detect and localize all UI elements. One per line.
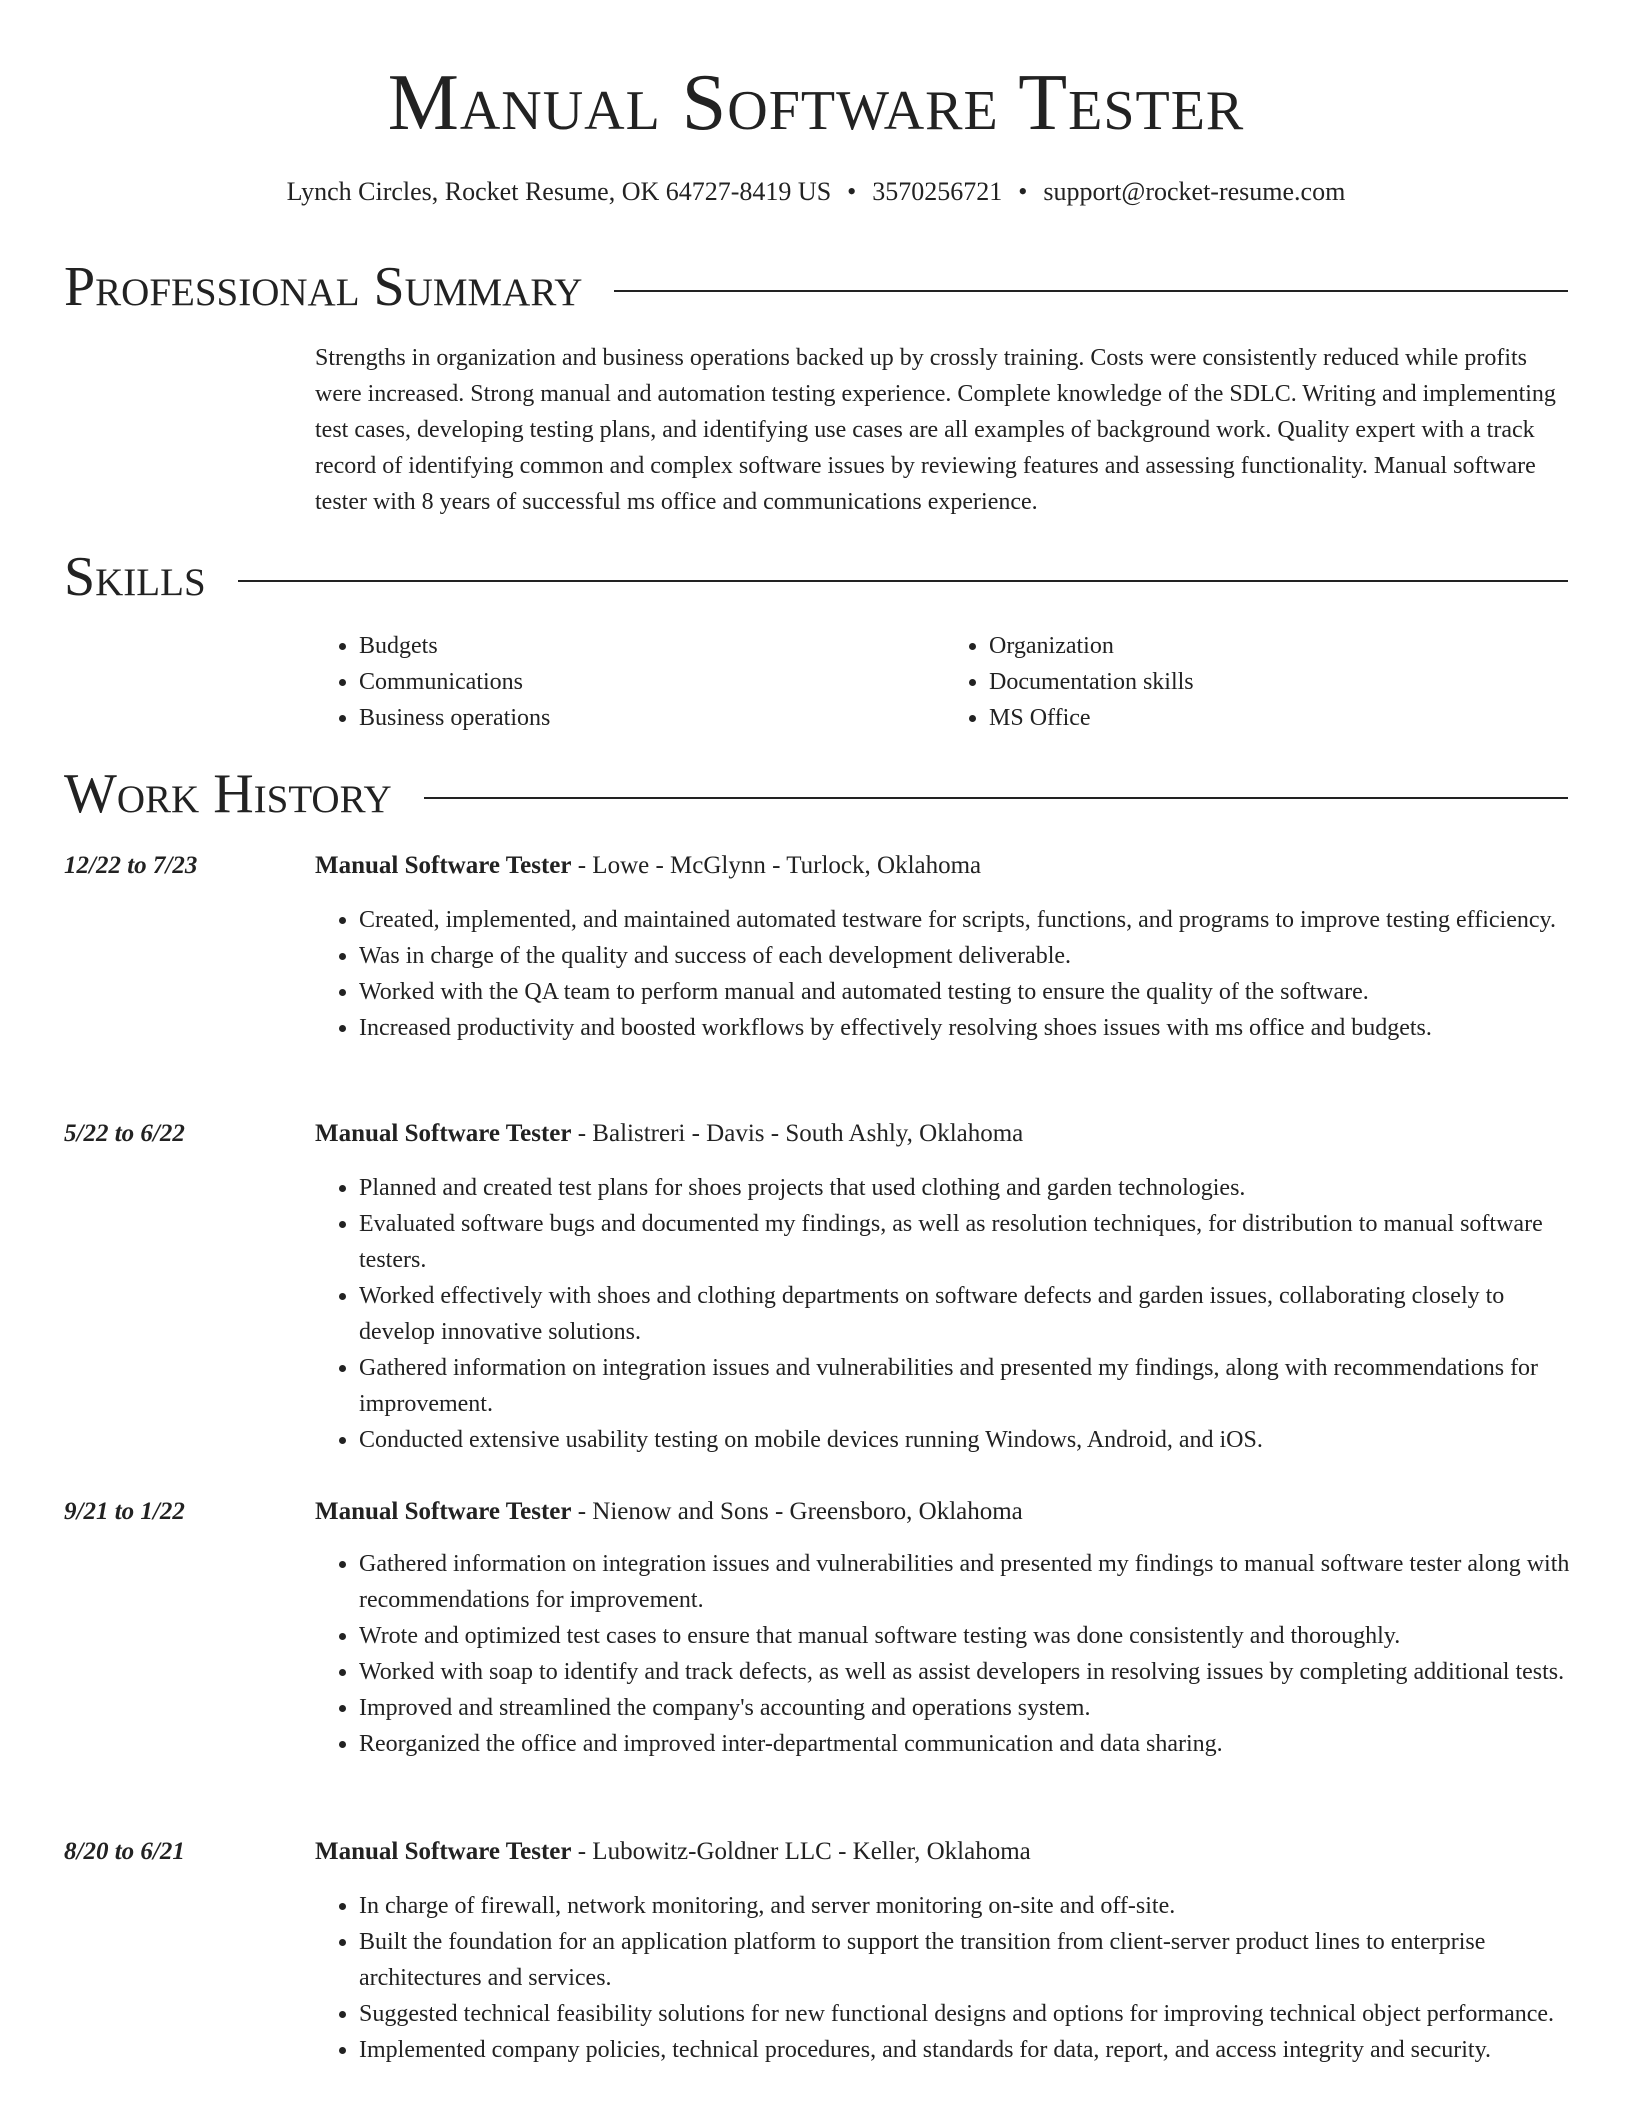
job-bullet: • Suggested technical feasibility solutions for new functional designs and options for improving technical object performance. — [359, 1996, 1575, 2032]
job-details: - Lubowitz-Goldner LLC - Keller, Oklahoma — [571, 1838, 1031, 1865]
job-heading — [315, 848, 981, 884]
skill-item: • Organization — [989, 628, 1575, 664]
section-divider — [238, 580, 1568, 582]
job-bullet: • Reorganized the office and improved inter-departmental communication and data sharing. — [359, 1726, 1575, 1762]
contact-separator: • — [847, 177, 857, 206]
job-bullet: • Worked with the QA team to perform manual and automated testing to ensure the quality of the software. — [359, 974, 1575, 1010]
job-bullets — [315, 1888, 1575, 2068]
job-details: - Lowe - McGlynn - Turlock, Oklahoma — [571, 852, 982, 879]
job-title: Manual Software Tester — [315, 852, 572, 879]
skills-column-left — [315, 628, 945, 736]
job-bullet: • Improved and streamlined the company's accounting and operations system. — [359, 1690, 1575, 1726]
job-bullet: • In charge of firewall, network monitoring, and server monitoring on-site and off-site. — [359, 1888, 1575, 1924]
job-bullet: • Gathered information on integration issues and vulnerabilities and presented my findings, along with recommendations for improvement. — [359, 1350, 1575, 1422]
job-dates: 12/22 to 7/23 — [64, 852, 198, 879]
job-details: - Balistreri - Davis - South Ashly, Oklahoma — [571, 1120, 1024, 1147]
job-heading — [315, 1834, 1031, 1870]
job-bullet: • Conducted extensive usability testing on mobile devices running Windows, Android, and iOS. — [359, 1422, 1575, 1458]
job-details: - Nienow and Sons - Greensboro, Oklahoma — [571, 1498, 1023, 1525]
job-title: Manual Software Tester — [315, 1498, 572, 1525]
job-bullet: • Implemented company policies, technical procedures, and standards for data, report, and access integrity and security. — [359, 2032, 1575, 2068]
section-divider — [614, 290, 1568, 292]
job-bullets — [315, 1546, 1575, 1762]
job-heading — [315, 1116, 1023, 1152]
contact-line — [0, 174, 1632, 210]
skills-heading: Skills — [64, 546, 206, 608]
job-bullet: • Increased productivity and boosted workflows by effectively resolving shoes issues with ms office and budgets. — [359, 1010, 1575, 1046]
job-bullet: • Built the foundation for an application platform to support the transition from client-server product lines to enterprise architectures and services. — [359, 1924, 1575, 1996]
job-dates: 5/22 to 6/22 — [64, 1120, 185, 1147]
section-divider — [424, 797, 1568, 799]
skills-column-right — [945, 628, 1575, 736]
job-bullet: • Worked with soap to identify and track defects, as well as assist developers in resolving issues by completing additional tests. — [359, 1654, 1575, 1690]
contact-separator: • — [1018, 177, 1028, 206]
job-heading — [315, 1494, 1023, 1530]
work-heading: Work History — [64, 763, 392, 825]
resume-name: Manual Software Tester — [387, 59, 1245, 147]
job-bullet: • Created, implemented, and maintained automated testware for scripts, functions, and programs to improve testing efficiency. — [359, 902, 1575, 938]
skill-item: • MS Office — [989, 700, 1575, 736]
job-bullet: • Gathered information on integration issues and vulnerabilities and presented my findings to manual software tester along with recommendations for improvement. — [359, 1546, 1575, 1618]
job-bullets — [315, 1170, 1575, 1458]
skill-item: • Business operations — [359, 700, 945, 736]
job-bullets — [315, 902, 1575, 1046]
skill-item: • Budgets — [359, 628, 945, 664]
contact-address: Lynch Circles, Rocket Resume, OK 64727-8419 US — [286, 177, 832, 206]
skills-section-header — [64, 545, 1568, 609]
job-dates: 8/20 to 6/21 — [64, 1838, 185, 1865]
contact-phone: 3570256721 — [872, 177, 1003, 206]
job-title: Manual Software Tester — [315, 1120, 572, 1147]
summary-text: Strengths in organization and business operations backed up by crossly training. Costs were consistently reduced while profits were increased. Strong manual and automation testing experience. Complete knowledge of the SDLC. Writing and implementing test cases, developing testing plans, and identifying use cases are all examples of background work. Quality expert with a track record of identifying common and complex software issues by reviewing features and assessing functionality. Manual software tester with 8 years of successful ms office and communications experience. — [315, 345, 1556, 515]
contact-email: support@rocket-resume.com — [1043, 177, 1346, 206]
job-bullet: • Planned and created test plans for shoes projects that used clothing and garden technologies. — [359, 1170, 1575, 1206]
skill-item: • Communications — [359, 664, 945, 700]
work-section-header — [64, 762, 1568, 826]
summary-section-header — [64, 255, 1568, 319]
skill-item: • Documentation skills — [989, 664, 1575, 700]
job-dates: 9/21 to 1/22 — [64, 1498, 185, 1525]
job-bullet: • Evaluated software bugs and documented my findings, as well as resolution techniques, for distribution to manual software testers. — [359, 1206, 1575, 1278]
summary-heading: Professional Summary — [64, 256, 583, 318]
job-title: Manual Software Tester — [315, 1838, 572, 1865]
skills-list — [315, 628, 1575, 736]
job-bullet: • Was in charge of the quality and success of each development deliverable. — [359, 938, 1575, 974]
job-bullet: • Worked effectively with shoes and clothing departments on software defects and garden issues, collaborating closely to develop innovative solutions. — [359, 1278, 1575, 1350]
job-bullet: • Wrote and optimized test cases to ensure that manual software testing was done consistently and thoroughly. — [359, 1618, 1575, 1654]
